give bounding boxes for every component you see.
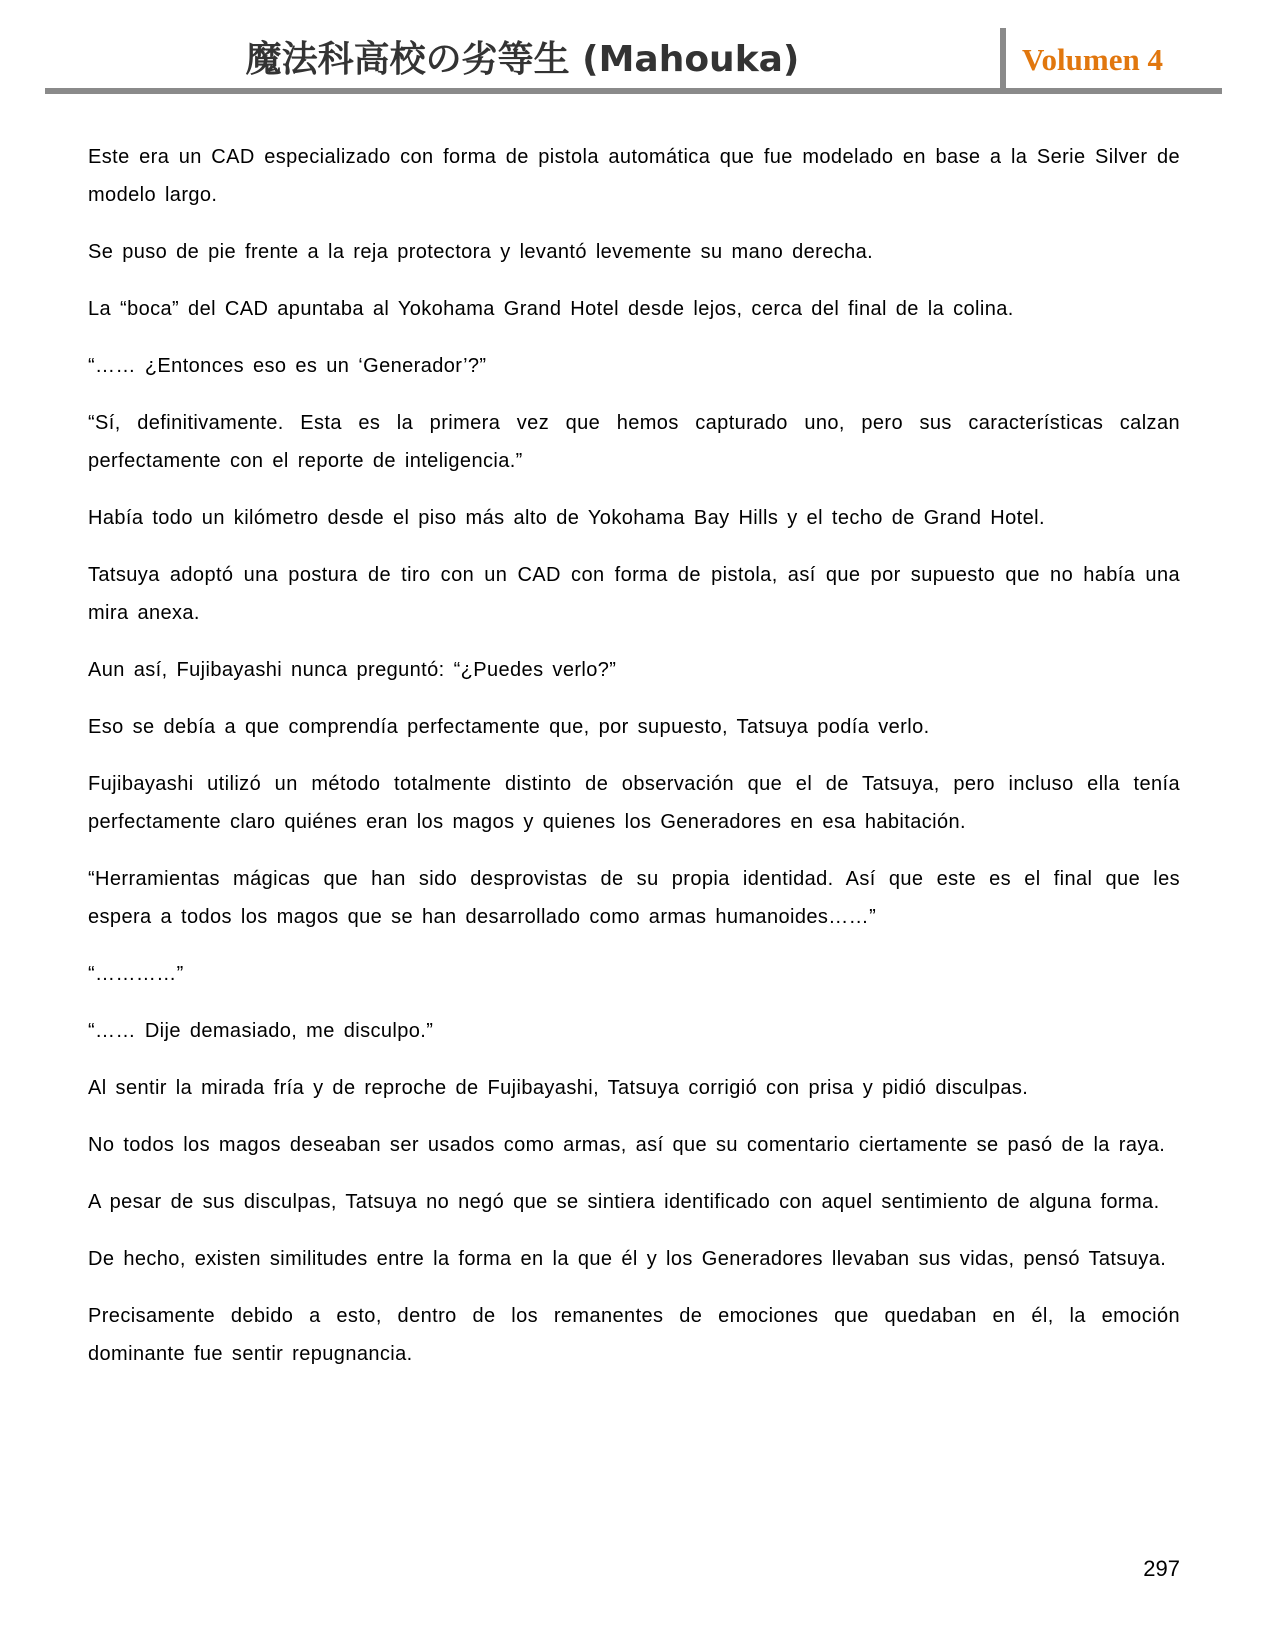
page-header xyxy=(45,0,1222,94)
volume-label: Volumen 4 xyxy=(1022,42,1163,77)
page-body xyxy=(88,138,1180,1392)
paragraph: “…… Dije demasiado, me disculpo.” xyxy=(88,1020,434,1042)
paragraph: Tatsuya adoptó una postura de tiro con un CAD con forma de pistola, así que por supuesto que no había una mira anexa. xyxy=(88,564,1180,624)
paragraph: “…………” xyxy=(88,963,184,985)
header-volume-cell xyxy=(1006,44,1222,88)
paragraph: No todos los magos deseaban ser usados como armas, así que su comentario ciertamente se pasó de la raya. xyxy=(88,1134,1166,1156)
paragraph: Este era un CAD especializado con forma de pistola automática que fue modelado en base a la Serie Silver de modelo largo. xyxy=(88,146,1180,206)
paragraph: Al sentir la mirada fría y de reproche de Fujibayashi, Tatsuya corrigió con prisa y pidió disculpas. xyxy=(88,1077,1029,1099)
header-title-cell xyxy=(45,39,1000,88)
paragraph: Precisamente debido a esto, dentro de los remanentes de emociones que quedaban en él, la emoción dominante fue sentir repugnancia. xyxy=(88,1305,1180,1365)
paragraph: “…… ¿Entonces eso es un ‘Generador’?” xyxy=(88,355,487,377)
paragraph: Eso se debía a que comprendía perfectamente que, por supuesto, Tatsuya podía verlo. xyxy=(88,716,930,738)
paragraph: Aun así, Fujibayashi nunca preguntó: “¿Puedes verlo?” xyxy=(88,659,617,681)
paragraph: “Herramientas mágicas que han sido desprovistas de su propia identidad. Así que este es el final que les espera a todos los magos que se han desarrollado como armas humanoides……” xyxy=(88,868,1180,928)
page-title: 魔法科高校の劣等生 (Mahouka) xyxy=(245,39,800,80)
page-number: 297 xyxy=(1143,1556,1180,1581)
paragraph: “Sí, definitivamente. Esta es la primera vez que hemos capturado uno, pero sus características calzan perfectamente con el reporte de inteligencia.” xyxy=(88,412,1180,472)
paragraph: Había todo un kilómetro desde el piso más alto de Yokohama Bay Hills y el techo de Grand Hotel. xyxy=(88,507,1045,529)
paragraph: Se puso de pie frente a la reja protectora y levantó levemente su mano derecha. xyxy=(88,241,874,263)
paragraph: Fujibayashi utilizó un método totalmente distinto de observación que el de Tatsuya, pero incluso ella tenía perfectamente claro quiénes eran los magos y quienes los Generadores en esa habitación. xyxy=(88,773,1180,833)
paragraph: A pesar de sus disculpas, Tatsuya no negó que se sintiera identificado con aquel sentimiento de alguna forma. xyxy=(88,1191,1160,1213)
paragraph: De hecho, existen similitudes entre la forma en la que él y los Generadores llevaban sus vidas, pensó Tatsuya. xyxy=(88,1248,1167,1270)
paragraph: La “boca” del CAD apuntaba al Yokohama Grand Hotel desde lejos, cerca del final de la colina. xyxy=(88,298,1014,320)
